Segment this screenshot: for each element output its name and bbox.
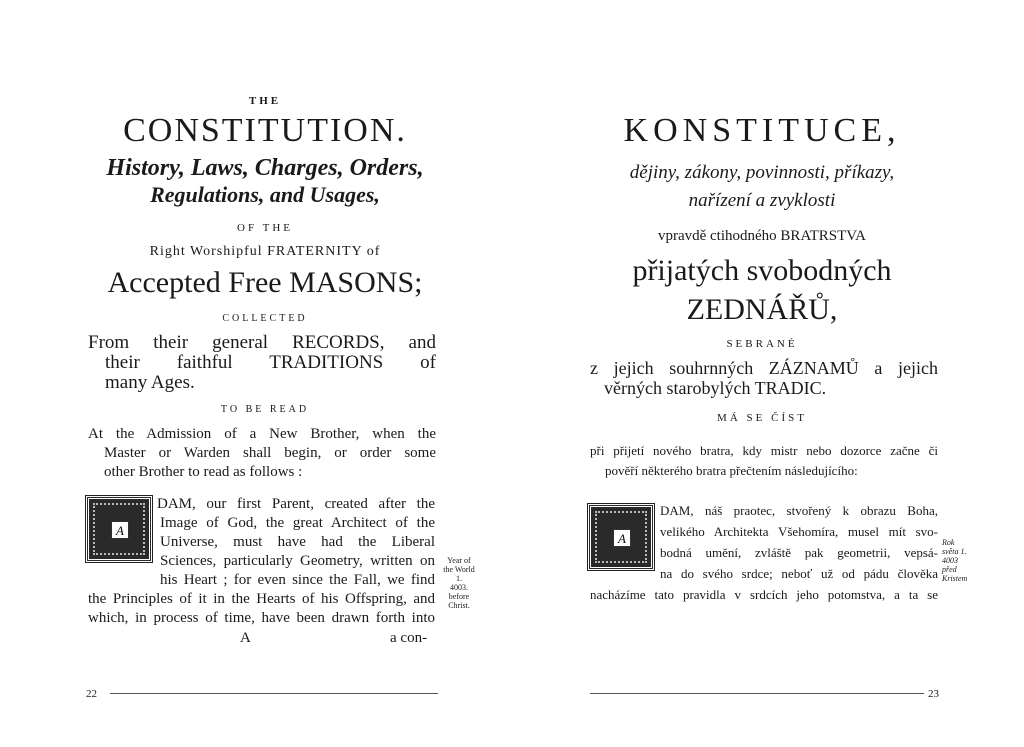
- collected-label: SEBRANÉ: [726, 338, 798, 350]
- margin-note-line: the World: [443, 565, 475, 574]
- body-line: his Heart ; for even since the Fall, we find: [160, 572, 435, 588]
- margin-note-line: Christ.: [448, 601, 470, 610]
- collected-label: COLLECTED: [222, 313, 308, 324]
- margin-note-line: 1.: [456, 574, 462, 583]
- subtitle-line-1: dějiny, zákony, povinnosti, příkazy,: [629, 162, 895, 183]
- margin-note: [438, 556, 480, 610]
- records-line: many Ages.: [105, 372, 195, 393]
- records-line: z jejich souhrnných ZÁZNAMŮ a jejich: [590, 358, 938, 378]
- margin-note-line: Rok: [942, 538, 955, 547]
- footer-rule: [110, 693, 438, 694]
- body-line: velikého Architekta Všehomíra, musel mít svo-: [660, 524, 938, 539]
- page-title: CONSTITUTION.: [123, 112, 407, 149]
- to-be-read-label: MÁ SE ČÍST: [717, 412, 807, 424]
- body-line: nacházíme tato pravidla v srdcích jeho potomstva, a ta se: [590, 587, 938, 602]
- page-number: 23: [928, 688, 939, 700]
- admission-line: Master or Warden shall begin, or order some: [104, 445, 436, 461]
- the-heading: THE: [248, 95, 282, 107]
- worshipful-line: vpravdě ctihodného BRATRSTVA: [657, 228, 867, 244]
- records-line: their faithful TRADITIONS of: [105, 352, 436, 373]
- subtitle-line-2: nařízení a zvyklosti: [688, 190, 836, 211]
- margin-note: [942, 538, 988, 583]
- footer-rule: [590, 693, 924, 694]
- margin-note-line: před: [942, 565, 957, 574]
- body-line: Universe, must have had the Liberal: [160, 534, 435, 550]
- worshipful-line: Right Worshipful FRATERNITY of: [149, 244, 381, 259]
- subtitle-line-1: History, Laws, Charges, Orders,: [106, 155, 424, 181]
- margin-note-line: světa 1.: [942, 547, 967, 556]
- catchword-signature: A: [240, 630, 251, 646]
- drop-cap-letter: A: [111, 521, 129, 539]
- margin-note-line: 4003.: [450, 583, 468, 592]
- body-line: Sciences, particularly Geometry, written on: [160, 553, 435, 569]
- subtitle-line-2: Regulations, and Usages,: [150, 182, 380, 207]
- body-line: DAM, náš praotec, stvořený k obrazu Boha,: [660, 503, 938, 518]
- body-line: bodná umění, zvláště pak geometrii, vepsá-: [660, 545, 938, 560]
- body-line: Image of God, the great Architect of the: [160, 515, 435, 531]
- of-the-label: OF THE: [237, 222, 293, 234]
- masons-heading: ZEDNÁŘŮ,: [686, 293, 838, 326]
- body-line: na do svého srdce; neboť už od pádu člověka: [660, 566, 938, 581]
- admission-line: při přijetí nového bratra, kdy mistr nebo dozorce začne či: [590, 443, 938, 458]
- page-title: KONSTITUCE,: [623, 112, 901, 149]
- masons-heading: přijatých svobodných: [632, 254, 892, 287]
- records-line: věrných starobylých TRADIC.: [604, 378, 827, 398]
- body-line: which, in process of time, have been drawn forth into: [88, 610, 435, 626]
- admission-line: At the Admission of a New Brother, when the: [88, 426, 436, 442]
- to-be-read-label: TO BE READ: [220, 404, 310, 415]
- masons-heading: Accepted Free MASONS;: [107, 266, 423, 299]
- right-page: [512, 0, 1024, 747]
- admission-line: pověří některého bratra přečtením následujícího:: [605, 463, 858, 478]
- body-line: the Principles of it in the Hearts of his Offspring, and: [88, 591, 435, 607]
- body-line: DAM, our first Parent, created after the: [157, 496, 435, 512]
- ornamental-drop-cap: [86, 496, 152, 562]
- drop-cap-letter: A: [613, 529, 631, 547]
- records-line: From their general RECORDS, and: [88, 332, 436, 353]
- admission-line: other Brother to read as follows :: [104, 464, 303, 480]
- catchword: a con-: [390, 630, 428, 646]
- ornamental-drop-cap: [588, 504, 654, 570]
- margin-note-line: Kristem: [942, 574, 968, 583]
- page-number: 22: [86, 688, 97, 700]
- margin-note-line: Year of: [447, 556, 471, 565]
- margin-note-line: 4003: [942, 556, 958, 565]
- margin-note-line: before: [448, 592, 470, 601]
